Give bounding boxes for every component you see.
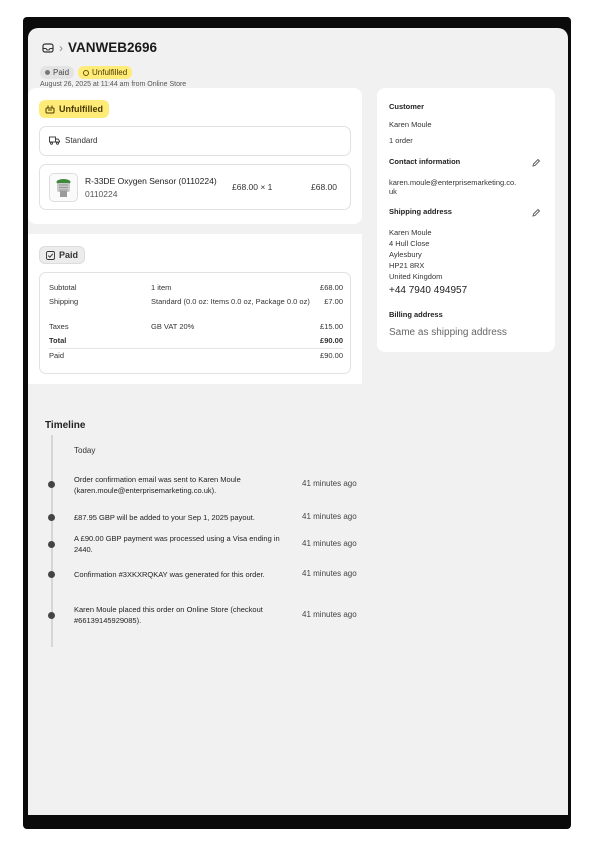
summary-amount: £7.00 xyxy=(324,297,343,306)
shipping-method-box xyxy=(39,126,351,156)
customer-email-line1[interactable]: karen.moule@enterprisemarketing.co. xyxy=(389,178,517,187)
timeline-dot xyxy=(48,514,55,521)
customer-email-line2[interactable]: uk xyxy=(389,187,397,196)
timeline-event-text: A £90.00 GBP payment was processed using a Visa ending in 2440. xyxy=(74,534,280,554)
unfulfilled-pill xyxy=(39,100,109,118)
payment-card xyxy=(28,234,362,384)
summary-detail: Standard (0.0 oz: Items 0.0 oz, Package 0.0 oz) xyxy=(151,297,310,306)
summary-detail: GB VAT 20% xyxy=(151,322,195,331)
customer-card xyxy=(377,88,555,352)
timeline-event-time: 41 minutes ago xyxy=(302,569,357,578)
package-icon xyxy=(45,104,55,114)
summary-label: Subtotal xyxy=(49,283,77,292)
product-sku: 0110224 xyxy=(85,189,118,199)
address-line: United Kingdom xyxy=(389,272,443,281)
product-line-total: £68.00 xyxy=(311,182,337,192)
inbox-icon[interactable] xyxy=(42,42,54,54)
order-page xyxy=(28,28,568,815)
timeline-event-time: 41 minutes ago xyxy=(302,512,357,521)
address-line: HP21 8RX xyxy=(389,261,425,270)
order-meta: August 26, 2025 at 11:44 am from Online Store xyxy=(40,81,187,88)
customer-name-link[interactable]: Karen Moule xyxy=(389,120,432,129)
shipping-address-heading: Shipping address xyxy=(389,207,452,216)
timeline-dot xyxy=(48,541,55,548)
product-qty-price: £68.00 × 1 xyxy=(232,182,273,192)
product-thumbnail[interactable] xyxy=(49,173,78,202)
customer-orders-link[interactable]: 1 order xyxy=(389,136,413,145)
payment-status-badge xyxy=(40,66,74,79)
customer-heading: Customer xyxy=(389,102,425,111)
timeline-heading: Timeline xyxy=(45,420,86,431)
summary-label: Taxes xyxy=(49,322,69,331)
timeline-event-time: 41 minutes ago xyxy=(302,479,357,488)
timeline-event-text: Confirmation #3XKXRQKAY was generated for this order. xyxy=(74,570,265,579)
dot-icon xyxy=(45,70,50,75)
page-header xyxy=(42,40,157,55)
fulfillment-card xyxy=(28,88,362,224)
payment-status-text: Paid xyxy=(53,68,70,77)
status-badges xyxy=(40,66,132,79)
summary-amount: £90.00 xyxy=(320,336,343,345)
timeline-event-text: £87.95 GBP will be added to your Sep 1, 2025 payout. xyxy=(74,513,255,522)
address-line: Aylesbury xyxy=(389,250,422,259)
edit-address-pencil-icon[interactable] xyxy=(531,208,541,218)
address-line: 4 Hull Close xyxy=(389,239,430,248)
truck-icon xyxy=(49,136,60,145)
unfulfilled-label: Unfulfilled xyxy=(59,104,103,114)
timeline-event-time: 41 minutes ago xyxy=(302,610,357,619)
billing-address-value: Same as shipping address xyxy=(389,327,507,338)
summary-label: Paid xyxy=(49,351,65,360)
timeline-dot xyxy=(48,481,55,488)
checkbox-checked-icon xyxy=(46,251,55,260)
contact-info-heading: Contact information xyxy=(389,157,461,166)
fulfillment-status-badge xyxy=(78,66,132,79)
timeline-event-text: Order confirmation email was sent to Karen Moule (karen.moule@enterprisemarketing.co.uk). xyxy=(74,475,241,495)
ring-icon xyxy=(83,70,89,76)
payment-summary xyxy=(39,272,351,374)
summary-amount: £68.00 xyxy=(320,283,343,292)
product-name-link[interactable]: R-33DE Oxygen Sensor (0110224) xyxy=(85,176,217,186)
timeline-event-text: Karen Moule placed this order on Online Store (checkout #66139145929085). xyxy=(74,605,263,625)
timeline-dot xyxy=(48,571,55,578)
customer-phone: +44 7940 494957 xyxy=(389,285,468,296)
page-title: VANWEB2696 xyxy=(68,40,158,55)
billing-address-heading: Billing address xyxy=(389,310,443,319)
divider xyxy=(49,348,343,349)
timeline-day: Today xyxy=(74,446,96,455)
summary-label: Shipping xyxy=(49,297,79,306)
fulfillment-status-text: Unfulfilled xyxy=(92,68,128,77)
summary-amount: £15.00 xyxy=(320,322,343,331)
shipping-method-label: Standard xyxy=(65,136,98,145)
timeline-event-time: 41 minutes ago xyxy=(302,539,357,548)
paid-label: Paid xyxy=(59,250,79,260)
timeline-dot xyxy=(48,612,55,619)
summary-amount: £90.00 xyxy=(320,351,343,360)
address-line: Karen Moule xyxy=(389,228,432,237)
paid-pill xyxy=(39,246,85,264)
oxygen-sensor-image xyxy=(50,174,77,201)
edit-contact-pencil-icon[interactable] xyxy=(531,158,541,168)
summary-detail: 1 item xyxy=(151,283,172,292)
summary-label: Total xyxy=(49,336,67,345)
chevron-right-icon: › xyxy=(59,40,63,55)
line-item xyxy=(39,164,351,210)
